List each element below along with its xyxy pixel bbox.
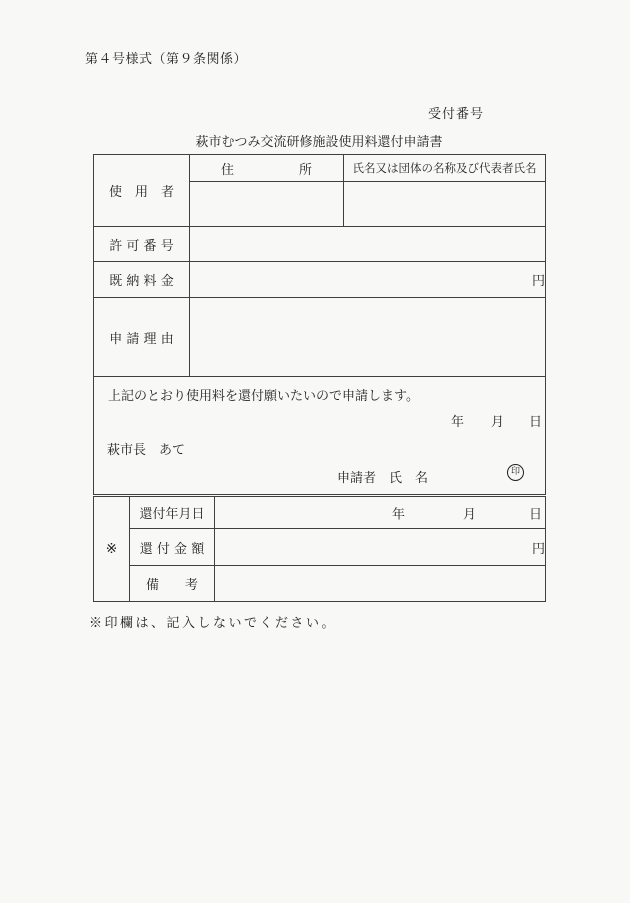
- refund-date-row: [94, 497, 546, 529]
- receipt-number-label: 受付番号: [428, 107, 485, 122]
- form-code: 第４号様式（第９条関係）: [85, 52, 248, 67]
- name-value-cell: [344, 182, 546, 227]
- permit-number-value-cell: [190, 227, 546, 262]
- applicant-name-label: 申請者 氏 名: [337, 471, 429, 486]
- reason-row: [94, 298, 546, 377]
- addressee-line: 萩市長 あて: [107, 443, 186, 458]
- statement-cell: [94, 377, 546, 495]
- office-note-mark-cell: ※: [94, 497, 130, 602]
- refund-amount-label-cell: 還 付 金 額: [130, 529, 215, 566]
- name-header-cell: 氏名又は団体の名称及び代表者氏名: [344, 155, 546, 182]
- permit-number-row: [94, 227, 546, 262]
- statement-year-label: 年: [451, 415, 465, 430]
- reason-label-cell: 申 請 理 由: [94, 298, 190, 377]
- statement-body: 上記のとおり使用料を還付願いたいので申請します。: [108, 389, 419, 404]
- statement-month-label: 月: [491, 415, 505, 430]
- paid-fee-value-cell: [190, 262, 546, 298]
- document-title: 萩市むつみ交流研修施設使用料還付申請書: [195, 135, 443, 150]
- applicant-table: [93, 154, 546, 495]
- permit-number-label-cell: 許 可 番 号: [94, 227, 190, 262]
- remarks-label-cell: 備 考: [130, 566, 215, 602]
- user-label-cell: 使 用 者: [94, 155, 190, 227]
- yen-unit: 円: [531, 541, 545, 557]
- remarks-row: [94, 566, 546, 602]
- user-header-row: [94, 155, 546, 182]
- seal-mark-icon: 印: [507, 464, 524, 481]
- address-value-cell: [190, 182, 344, 227]
- refund-date-value-cell: [215, 497, 546, 529]
- refund-year-label: 年: [392, 507, 406, 522]
- statement-row: [94, 377, 546, 495]
- paid-fee-label-cell: 既 納 料 金: [94, 262, 190, 298]
- refund-day-label: 日: [529, 507, 543, 522]
- yen-unit: 円: [531, 274, 545, 289]
- statement-day-label: 日: [529, 415, 543, 430]
- address-header-cell: 住 所: [190, 155, 344, 182]
- paid-fee-row: [94, 262, 546, 298]
- remarks-value-cell: [215, 566, 546, 602]
- office-use-table: [93, 496, 546, 602]
- refund-amount-row: [94, 529, 546, 566]
- footnote: ※印欄は、記入しないでください。: [89, 616, 338, 631]
- refund-month-label: 月: [463, 507, 477, 522]
- refund-amount-value-cell: [215, 529, 546, 566]
- refund-date-label-cell: 還付年月日: [130, 497, 215, 529]
- reason-value-cell: [190, 298, 546, 377]
